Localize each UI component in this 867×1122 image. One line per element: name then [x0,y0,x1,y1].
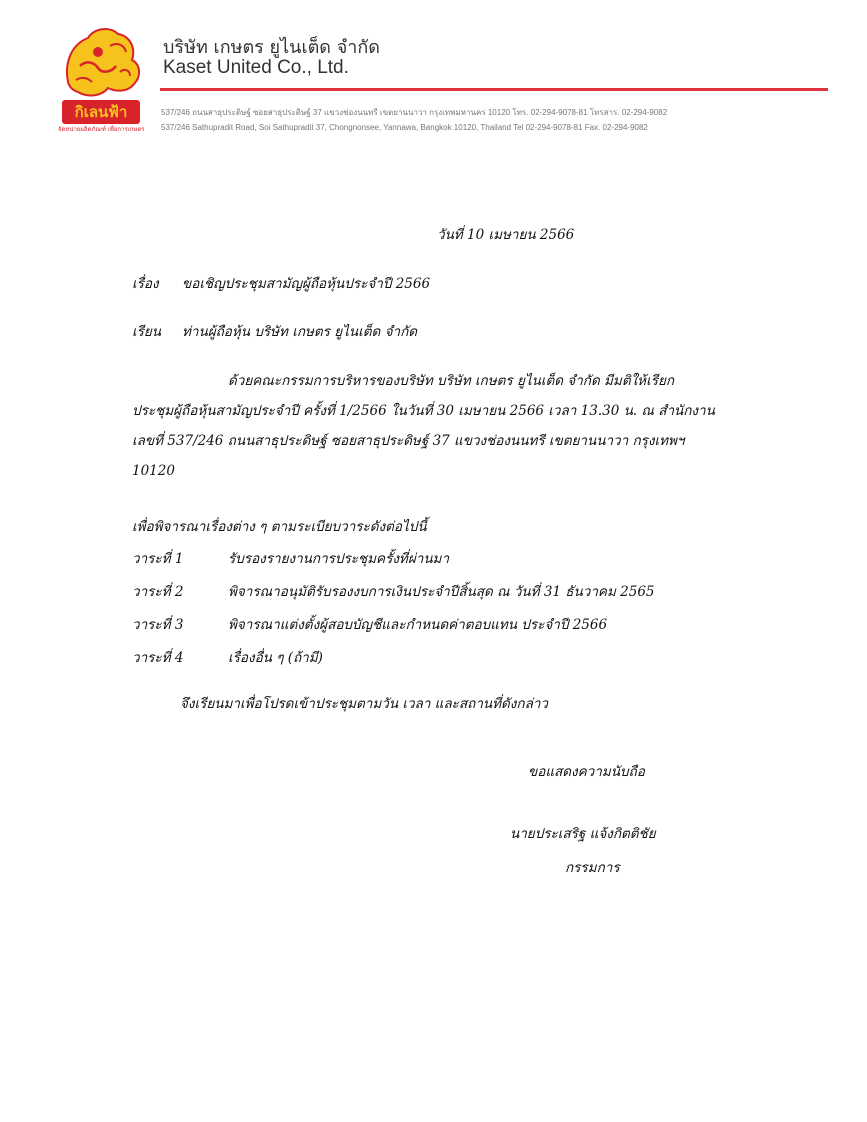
letter-date: วันที่ 10 เมษายน 2566 [437,227,575,243]
company-name-english: Kaset United Co., Ltd. [163,57,349,78]
header-divider [160,88,828,91]
agenda-intro: เพื่อพิจารณาเรื่องต่าง ๆ ตามระเบียบวาระดังต่อไปนี้ [132,519,427,535]
agenda-label: วาระที่ 4 [132,650,184,666]
agenda-label: วาระที่ 3 [132,617,184,633]
closing-request: จึงเรียนมาเพื่อโปรดเข้าประชุมตามวัน เวลา และสถานที่ดังกล่าว [180,696,549,712]
body-line: ด้วยคณะกรรมการบริหารของบริษัท บริษัท เกษตร ยูไนเต็ด จำกัด มีมติให้เรียก [228,373,675,389]
body-paragraph [132,366,754,486]
salutation-label: เรียน [132,324,162,340]
brand-name: กิเลนฟ้า [74,103,128,121]
body-line: เลขที่ 537/246 ถนนสาธุประดิษฐ์ ซอยสาธุประดิษฐ์ 37 แขวงช่องนนทรี เขตยานนาวา กรุงเทพฯ [132,433,685,449]
agenda-item: รับรองรายงานการประชุมครั้งที่ผ่านมา [228,551,450,567]
subject-label: เรื่อง [132,276,159,292]
body-line: 10120 [132,463,175,479]
address-english: 537/246 Sathupradit Road, Soi Sathupradit 37, Chongnonsee, Yannawa, Bangkok 10120, Thailand Tel 02-294-9078-81 Fax. 02-294-9082 [161,123,648,132]
company-name-thai: บริษัท เกษตร ยูไนเต็ด จำกัด [163,37,380,58]
signatory-title: กรรมการ [565,860,620,876]
agenda-label: วาระที่ 1 [132,551,184,567]
address-thai: 537/246 ถนนสาธุประดิษฐ์ ซอยสาธุประดิษฐ์ 37 แขวงช่องนนทรี เขตยานนาวา กรุงเทพมหานคร 10120 โทร. 02-294-9078-81 โทรสาร. 02-294-9082 [161,108,668,117]
kilen-lion-icon [58,22,144,134]
subject-text: ขอเชิญประชุมสามัญผู้ถือหุ้นประจำปี 2566 [182,276,431,292]
salutation-text: ท่านผู้ถือหุ้น บริษัท เกษตร ยูไนเต็ด จำกัด [182,324,418,340]
agenda-item: เรื่องอื่น ๆ (ถ้ามี) [228,650,323,666]
signatory-name: นายประเสริฐ แจ้งกิตติชัย [510,826,656,842]
agenda-item: พิจารณาอนุมัติรับรองงบการเงินประจำปีสิ้นสุด ณ วันที่ 31 ธันวาคม 2565 [228,584,655,600]
body-line: ประชุมผู้ถือหุ้นสามัญประจำปี ครั้งที่ 1/2566 ในวันที่ 30 เมษายน 2566 เวลา 13.30 น. ณ สำนักงาน [132,403,715,419]
agenda-label: วาระที่ 2 [132,584,184,600]
regards: ขอแสดงความนับถือ [528,764,645,780]
agenda-item: พิจารณาแต่งตั้งผู้สอบบัญชีและกำหนดค่าตอบแทน ประจำปี 2566 [228,617,608,633]
brand-tagline: จัดหน่ายผลิตภัณฑ์ เพื่อการเกษตร [58,126,144,133]
